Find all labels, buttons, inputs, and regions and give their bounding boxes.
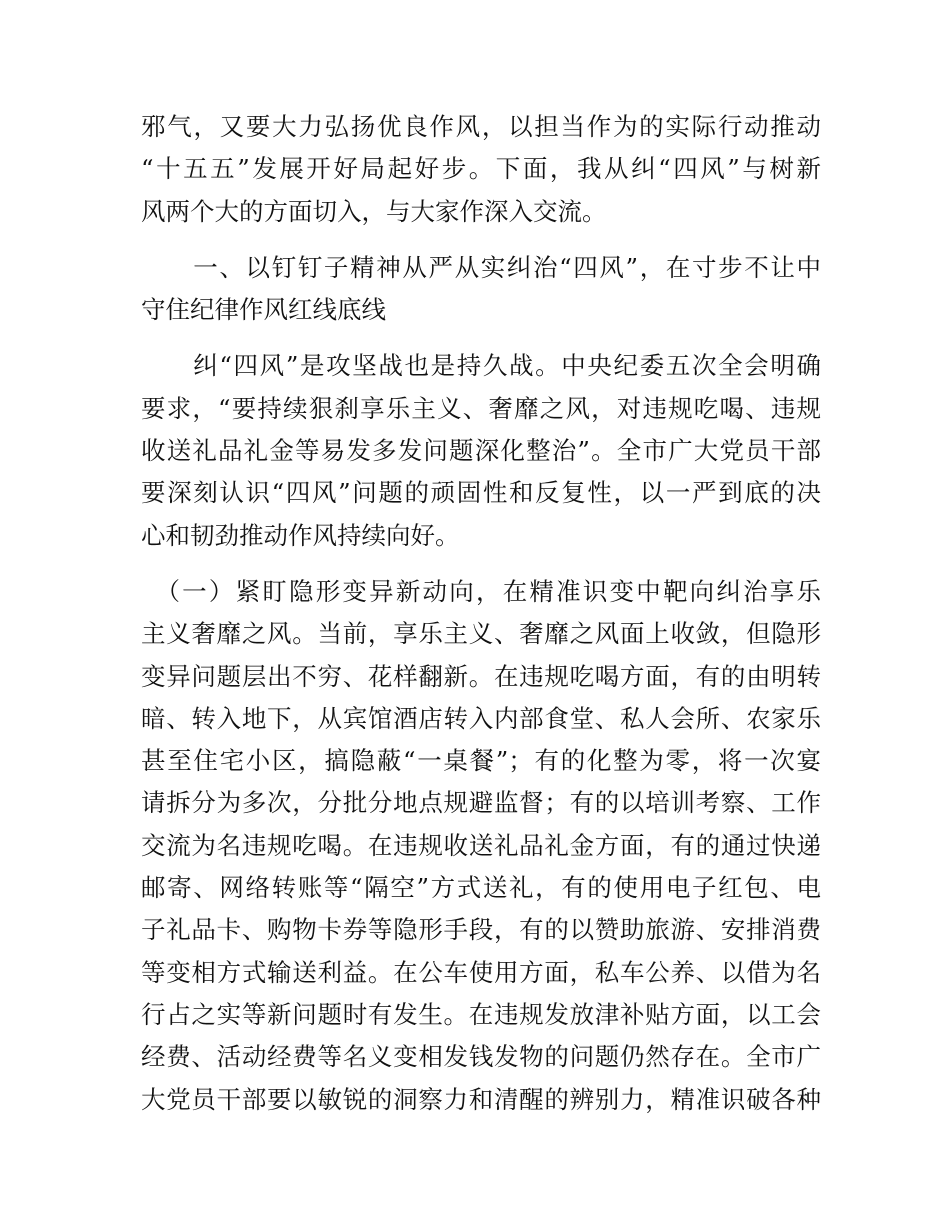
text-line: 行占之实等新问题时有发生。在违规发放津补贴方面，以工会 xyxy=(141,999,821,1029)
text-line: 子礼品卡、购物卡券等隐形手段，有的以赞助旅游、安排消费 xyxy=(141,915,821,945)
paragraph-3 xyxy=(141,571,821,1121)
text-line: 守住纪律作风红线底线 xyxy=(141,295,386,325)
text-line: 风两个大的方面切入，与大家作深入交流。 xyxy=(141,196,607,226)
text-line: 纠“四风”是攻坚战也是持久战。中央纪委五次全会明确 xyxy=(141,351,821,381)
text-line: 要深刻认识“四风”问题的顽固性和反复性，以一严到底的决 xyxy=(141,478,821,508)
text-line: 暗、转入地下，从宾馆酒店转入内部食堂、私人会所、农家乐 xyxy=(141,703,821,733)
text-line: 主义奢靡之风。当前，享乐主义、奢靡之风面上收敛，但隐形 xyxy=(141,619,821,649)
text-line: （一）紧盯隐形变异新动向，在精准识变中靶向纠治享乐 xyxy=(141,576,821,606)
text-line: 要求，“要持续狠刹享乐主义、奢靡之风，对违规吃喝、违规 xyxy=(141,393,821,423)
paragraph-1 xyxy=(141,106,821,233)
text-line: 请拆分为多次，分批分地点规避监督；有的以培训考察、工作 xyxy=(141,788,821,818)
section-heading-1 xyxy=(141,247,821,332)
text-line: 心和韧劲推动作风持续向好。 xyxy=(141,520,460,550)
text-line: 大党员干部要以敏锐的洞察力和清醒的辨别力，精准识破各种 xyxy=(141,1084,821,1114)
text-line: 经费、活动经费等名义变相发钱发物的问题仍然存在。全市广 xyxy=(141,1042,821,1072)
text-line: 等变相方式输送利益。在公车使用方面，私车公养、以借为名 xyxy=(141,957,821,987)
document-body xyxy=(141,106,821,1135)
text-line: 邪气，又要大力弘扬优良作风，以担当作为的实际行动推动 xyxy=(141,112,821,141)
text-line: 一、以钉钉子精神从严从实纠治“四风”，在寸步不让中 xyxy=(141,252,821,282)
text-line: 收送礼品礼金等易发多发问题深化整治”。全市广大党员干部 xyxy=(141,436,821,466)
text-line: “十五五”发展开好局起好步。下面，我从纠“四风”与树新 xyxy=(141,154,821,184)
text-line: 交流为名违规吃喝。在违规收送礼品礼金方面，有的通过快递 xyxy=(141,830,821,860)
paragraph-2 xyxy=(141,345,821,556)
text-line: 甚至住宅小区，搞隐蔽“一桌餐”；有的化整为零，将一次宴 xyxy=(141,746,821,776)
text-line: 变异问题层出不穷、花样翻新。在违规吃喝方面，有的由明转 xyxy=(141,661,821,691)
text-line: 邮寄、网络转账等“隔空”方式送礼，有的使用电子红包、电 xyxy=(141,873,821,903)
